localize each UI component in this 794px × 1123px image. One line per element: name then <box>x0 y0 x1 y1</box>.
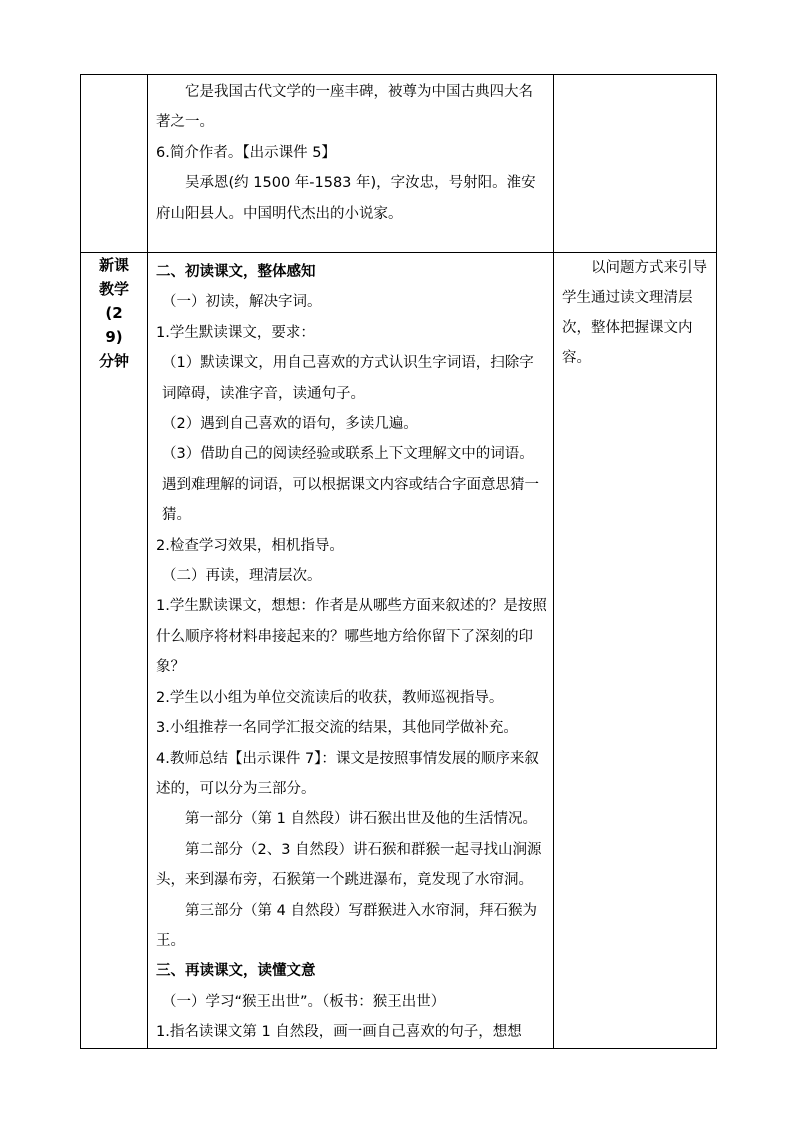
subsection-heading: （一）学习“猴王出世”。（板书：猴王出世） <box>162 993 446 1010</box>
section-heading: 二、初读课文，整体感知 <box>156 264 316 280</box>
stage-label-cell <box>81 253 148 1049</box>
subsection-heading: （二）再读，理清层次。 <box>162 568 322 585</box>
section-heading: 三、再读课文，读懂文意 <box>156 963 316 980</box>
label-cell-empty <box>81 75 148 253</box>
content-cell <box>148 253 554 1049</box>
paragraph: 1.指名读课文第 1 自然段，画一画自己喜欢的句子，想想 <box>156 1024 522 1041</box>
note-cell-empty <box>554 75 717 253</box>
paragraph: 2.检查学习效果，相机指导。 <box>156 537 344 554</box>
paragraph: （2）遇到自己喜欢的语句，多读几遍。 <box>162 416 418 433</box>
paragraph: 4.教师总结【出示课件 7】：课文是按照事情发展的顺序来叙述的，可以分为三部分。 <box>156 750 539 797</box>
subsection-heading: （一）初读，解决字词。 <box>162 294 322 311</box>
table-row <box>81 253 717 1049</box>
paragraph: 6.简介作者。【出示课件 5】 <box>156 144 336 161</box>
lesson-plan-table <box>80 74 717 1049</box>
paragraph: 1.学生默读课文，要求： <box>156 324 315 341</box>
paragraph: 3.小组推荐一名同学汇报交流的结果，其他同学做补充。 <box>156 720 518 737</box>
content-cell <box>148 75 554 253</box>
table-row <box>81 75 717 253</box>
design-note: 以问题方式来引导学生通过读文理清层次，整体把握课文内容。 <box>562 260 707 366</box>
paragraph: （3）借助自己的阅读经验或联系上下文理解文中的词语。遇到难理解的词语，可以根据课文内容或结合字面意思猜一猜。 <box>162 446 539 524</box>
paragraph: 1.学生默读课文，想想：作者是从哪些方面来叙述的？是按照什么顺序将材料串接起来的？哪些地方给你留下了深刻的印象？ <box>156 598 547 676</box>
stage-label: 新课教学(29)分钟 <box>99 256 130 370</box>
paragraph: 第一部分（第 1 自然段）讲石猴出世及他的生活情况。 <box>185 811 537 828</box>
paragraph: 吴承恩(约 1500 年-1583 年)，字汝忠，号射阳。淮安府山阳县人。中国明代杰出的小说家。 <box>156 175 536 222</box>
paragraph: 它是我国古代文学的一座丰碑，被尊为中国古典四大名著之一。 <box>156 84 533 131</box>
paragraph: 第三部分（第 4 自然段）写群猴进入水帘洞，拜石猴为王。 <box>156 902 537 949</box>
design-note-cell <box>554 253 717 1049</box>
paragraph: 2.学生以小组为单位交流读后的收获，教师巡视指导。 <box>156 689 504 706</box>
paragraph: （1）默读课文，用自己喜欢的方式认识生字词语，扫除字词障碍，读准字音，读通句子。 <box>162 355 534 402</box>
paragraph: 第二部分（2、3 自然段）讲石猴和群猴一起寻找山涧源头，来到瀑布旁，石猴第一个跳进瀑布，竟发现了水帘洞。 <box>156 841 542 889</box>
